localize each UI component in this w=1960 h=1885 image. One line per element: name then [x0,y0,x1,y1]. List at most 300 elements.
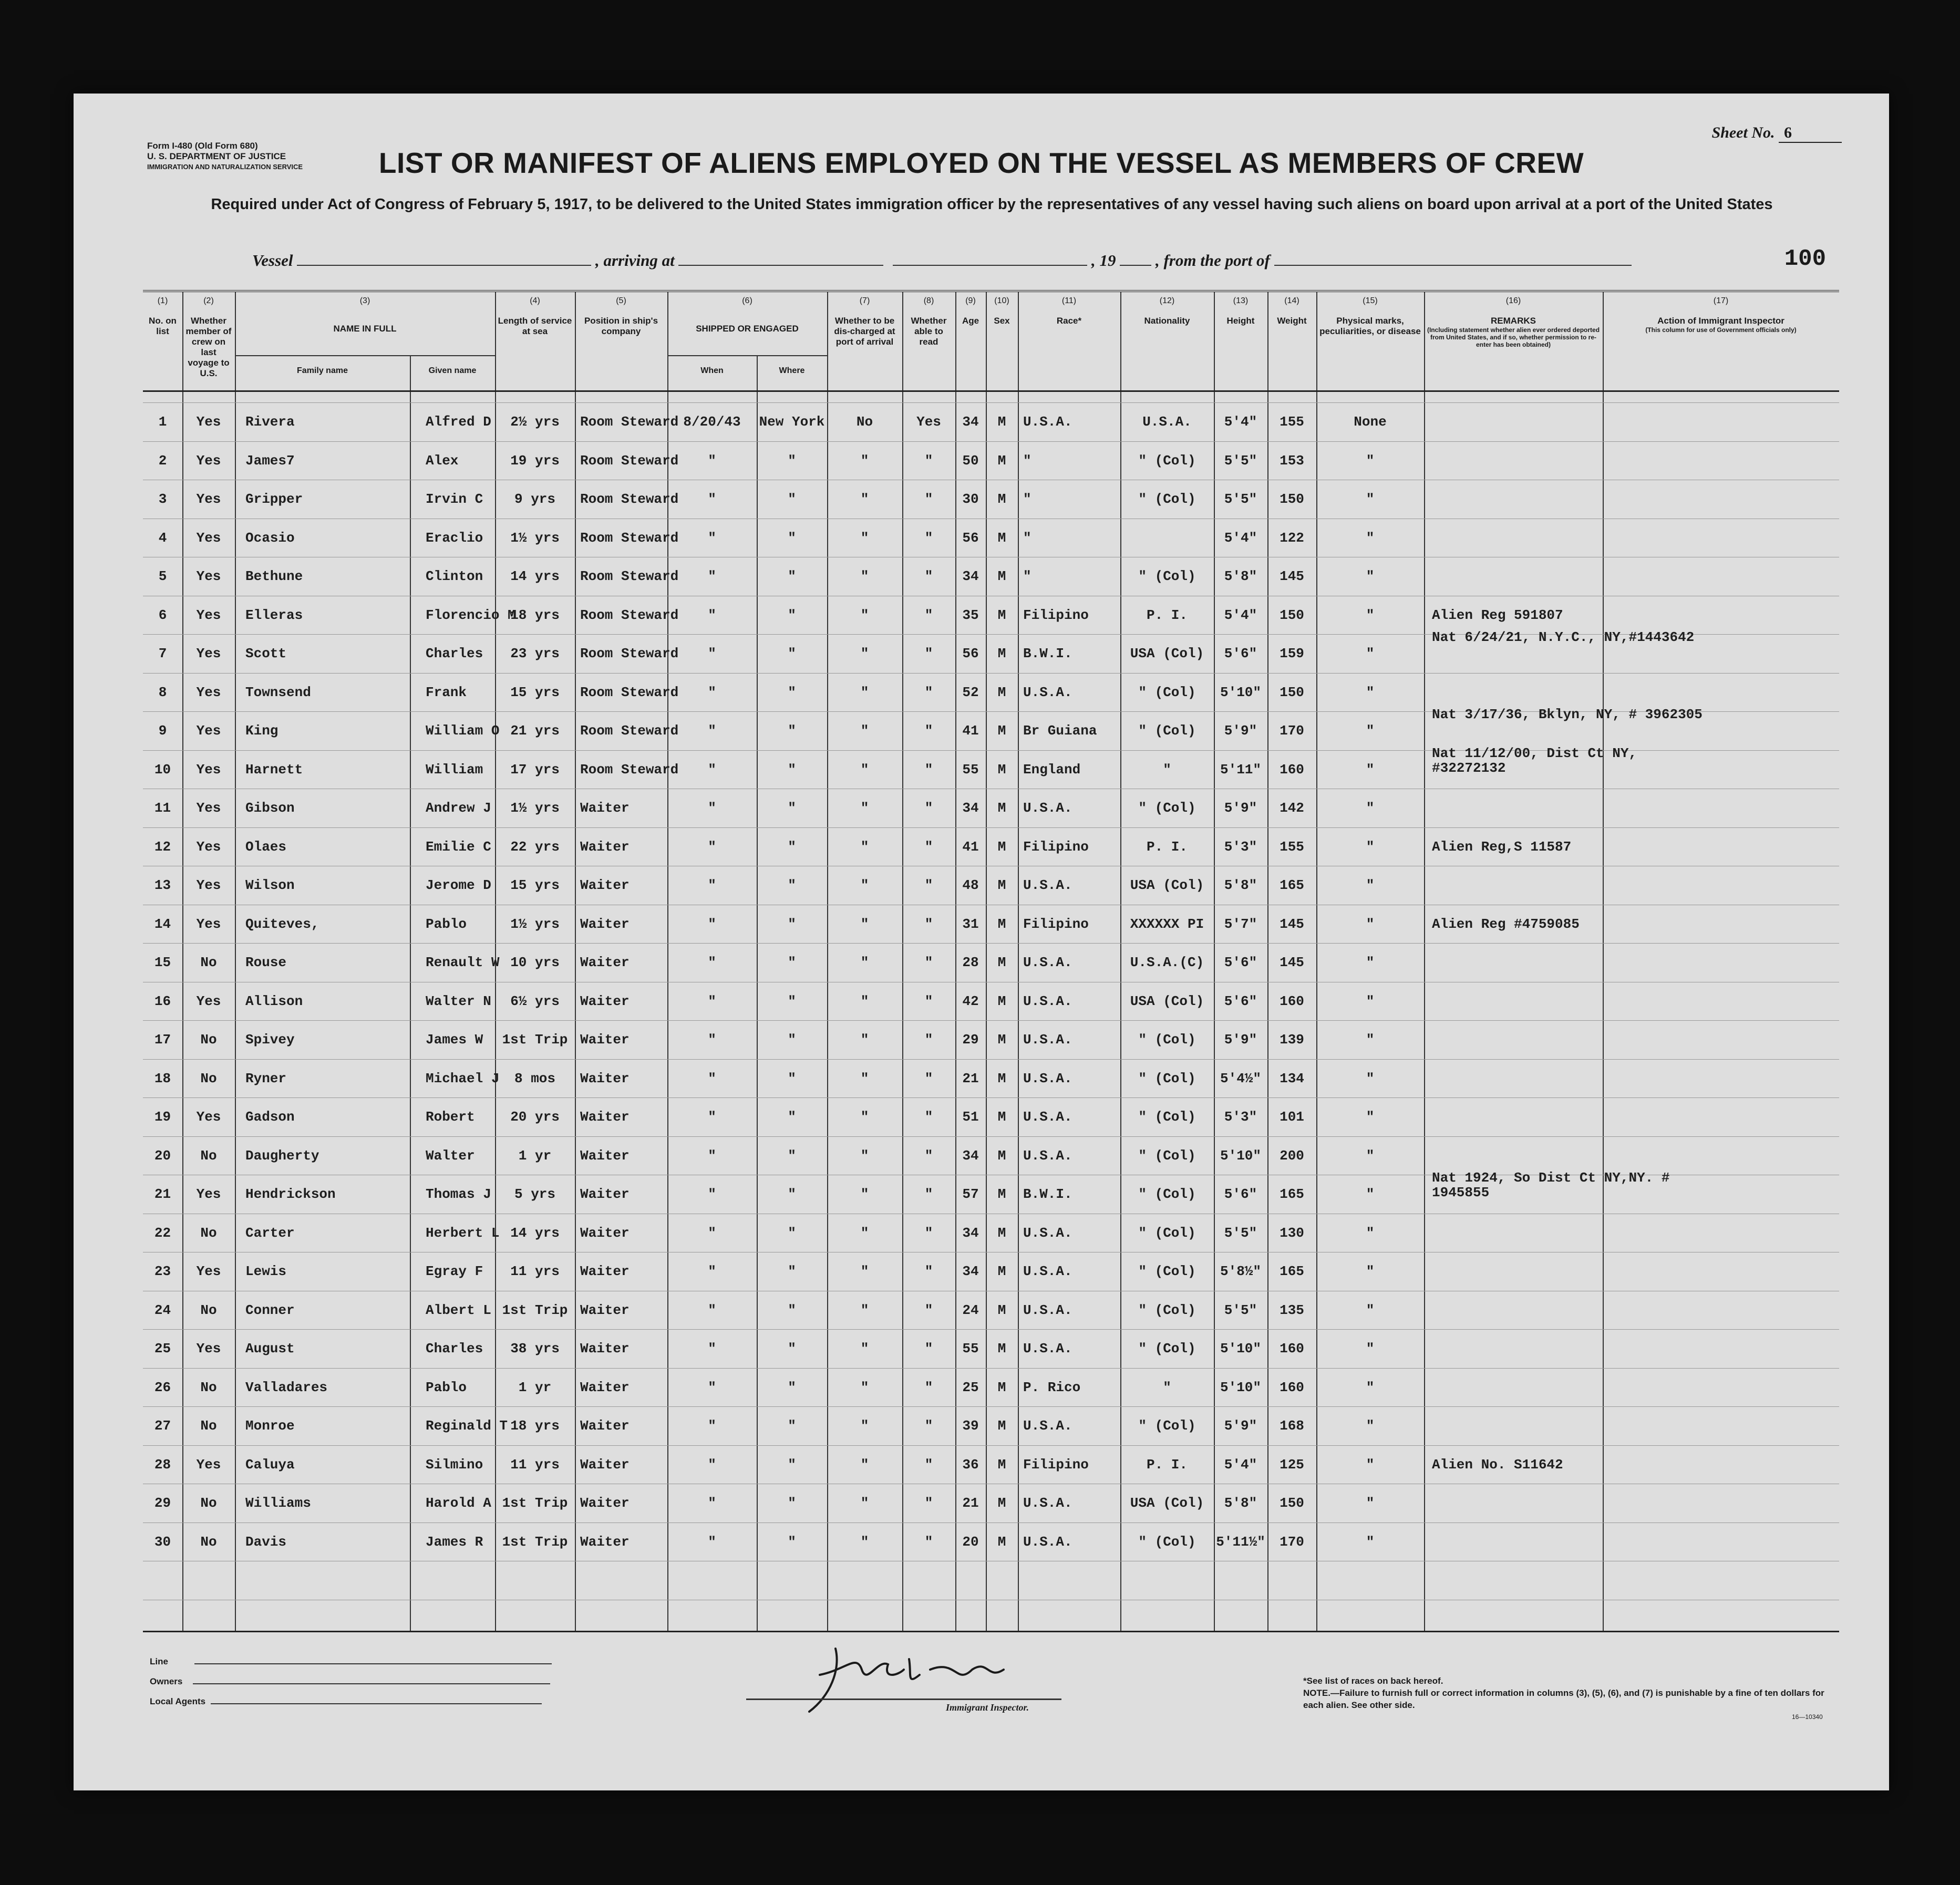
cell-age: 35 [962,607,979,623]
cell-where: " [788,1263,796,1279]
cell-sex: M [997,955,1006,970]
cell-member: Yes [196,1263,221,1279]
cell-no: 13 [154,877,171,893]
cell-marks: " [1366,800,1375,816]
cell-sex: M [997,452,1006,469]
cell-read: " [924,646,933,661]
cell-position: Room Steward [580,530,679,546]
cell-no: 6 [158,607,167,623]
cell-age: 42 [962,993,979,1009]
header-subrule [235,355,495,356]
cell-nationality: P. I. [1146,838,1188,855]
cell-nationality: " (Col) [1138,1225,1196,1241]
column-divider [410,355,411,1631]
cell-height: 5'5" [1224,1302,1257,1318]
cell-given: James R [426,1534,483,1550]
cell-given: Thomas J [426,1186,491,1202]
cell-given: Michael J [426,1070,500,1086]
cell-given: Florencio M [426,607,516,623]
cell-weight: 160 [1280,993,1304,1009]
cell-marks: None [1354,414,1387,430]
cell-no: 15 [154,955,171,970]
cell-given: Jerome D [426,877,491,893]
cell-family: Davis [245,1534,287,1550]
cell-position: Waiter [580,1341,630,1356]
cell-where: " [788,1225,796,1241]
cell-service: 8 mos [514,1070,555,1086]
cell-height: 5'8" [1224,1495,1257,1511]
cell-family: Ryner [245,1070,287,1086]
cell-position: Waiter [580,877,630,893]
cell-discharged: " [860,1263,869,1279]
cell-position: Waiter [580,1263,630,1279]
cell-sex: M [997,838,1006,855]
cell-discharged: " [860,723,869,739]
cell-weight: 155 [1280,414,1304,430]
cell-where: " [788,530,796,546]
cell-marks: " [1366,1456,1375,1473]
cell-no: 8 [158,684,167,700]
cell-race: U.S.A. [1023,993,1072,1009]
cell-discharged: " [860,607,869,623]
cell-marks: " [1366,684,1375,700]
cell-position: Waiter [580,1302,630,1318]
cell-nationality: USA (Col) [1130,1495,1204,1511]
cell-age: 34 [962,1225,979,1241]
cell-marks: " [1366,1032,1375,1048]
row-rule [143,1329,1839,1330]
cell-no: 10 [154,761,171,778]
cell-member: Yes [196,761,221,778]
cell-remarks: Nat 3/17/36, Bklyn, NY, # 3962305 [1432,707,1703,722]
cell-service: 22 yrs [510,838,560,855]
cell-weight: 170 [1280,1534,1304,1550]
column-subheader: Where [779,366,805,375]
cell-when: " [708,1186,716,1202]
cell-marks: " [1366,1418,1375,1434]
cell-discharged: " [860,1070,869,1086]
cell-read: " [924,993,933,1009]
cell-discharged: " [860,568,869,584]
cell-discharged: " [860,646,869,661]
cell-nationality: USA (Col) [1130,646,1204,661]
cell-weight: 150 [1280,607,1304,623]
cell-family: August [245,1341,295,1356]
row-rule [143,1522,1839,1523]
column-header [1270,316,1314,326]
cell-race: Filipino [1023,838,1089,855]
cell-when: " [708,800,716,816]
local-agents-field [150,1696,542,1707]
cell-race: U.S.A. [1023,1418,1072,1434]
column-divider [575,292,576,1631]
cell-no: 19 [154,1109,171,1125]
cell-member: Yes [196,916,221,932]
cell-given: Eraclio [426,530,483,546]
cell-position: Room Steward [580,646,679,661]
column-number: (17) [1713,296,1729,305]
cell-service: 14 yrs [510,568,560,584]
cell-height: 5'6" [1224,1186,1257,1202]
cell-age: 50 [962,452,979,469]
cell-service: 11 yrs [510,1263,560,1279]
cell-family: Wilson [245,877,295,893]
year-field [1120,251,1151,266]
inspector-caption: Immigrant Inspector. [946,1702,1029,1713]
cell-given: Emilie C [426,838,491,855]
cell-marks: " [1366,568,1375,584]
cell-where: " [788,877,796,893]
footnote [1303,1675,1829,1711]
cell-family: Allison [245,993,303,1009]
cell-marks: " [1366,1225,1375,1241]
year-label: , 19 [1091,251,1116,270]
cell-read: " [924,1302,933,1318]
cell-weight: 165 [1280,1263,1304,1279]
cell-member: Yes [196,723,221,739]
column-number: (7) [859,296,870,305]
owners-field [150,1676,550,1687]
column-divider [1424,292,1425,1631]
cell-weight: 150 [1280,1495,1304,1511]
cell-family: Lewis [245,1263,287,1279]
cell-member: No [200,1534,217,1550]
cell-sex: M [997,1147,1006,1164]
cell-where: " [788,1302,796,1318]
cell-discharged: " [860,452,869,469]
vessel-label: Vessel [252,251,293,270]
cell-marks: " [1366,1495,1375,1511]
cell-race: U.S.A. [1023,1302,1072,1318]
cell-sex: M [997,877,1006,893]
cell-age: 57 [962,1186,979,1202]
cell-position: Waiter [580,993,630,1009]
cell-read: " [924,684,933,700]
column-subheader: When [700,366,724,375]
cell-age: 21 [962,1070,979,1086]
cell-remarks: Alien No. S11642 [1432,1456,1563,1473]
cell-race: " [1023,452,1031,469]
cell-member: No [200,1225,217,1241]
cell-discharged: " [860,955,869,970]
column-header [1122,316,1212,326]
cell-no: 18 [154,1070,171,1086]
manifest-sheet [74,94,1889,1790]
cell-family: Hendrickson [245,1186,336,1202]
cell-height: 5'10" [1220,1341,1261,1356]
row-rule [143,673,1839,674]
cell-height: 5'3" [1224,1109,1257,1125]
cell-when: " [708,838,716,855]
cell-age: 48 [962,877,979,893]
form-code: 16—10340 [1792,1713,1823,1721]
cell-race: U.S.A. [1023,1341,1072,1356]
cell-where: " [788,955,796,970]
cell-service: 15 yrs [510,877,560,893]
cell-family: Ocasio [245,530,295,546]
cell-given: Herbert L [426,1225,500,1241]
cell-height: 5'10" [1220,684,1261,700]
cell-marks: " [1366,1109,1375,1125]
cell-race: U.S.A. [1023,414,1072,430]
cell-weight: 122 [1280,530,1304,546]
cell-given: Walter [426,1147,475,1164]
cell-given: Clinton [426,568,483,584]
cell-family: James7 [245,452,295,469]
cell-family: Scott [245,646,287,661]
cell-discharged: " [860,1418,869,1434]
cell-sex: M [997,916,1006,932]
cell-weight: 145 [1280,916,1304,932]
cell-marks: " [1366,452,1375,469]
cell-height: 5'9" [1224,723,1257,739]
cell-age: 34 [962,800,979,816]
cell-member: No [200,955,217,970]
column-header-label: Height [1226,316,1255,326]
cell-where: " [788,993,796,1009]
column-header-note: (This column for use of Government officials only) [1645,326,1797,334]
cell-read: " [924,1456,933,1473]
cell-read: " [924,1225,933,1241]
cell-race: U.S.A. [1023,1263,1072,1279]
column-number: (15) [1363,296,1378,305]
cell-age: 56 [962,646,979,661]
cell-where: " [788,916,796,932]
cell-height: 5'3" [1224,838,1257,855]
cell-given: Pablo [426,1379,467,1395]
cell-where: " [788,568,796,584]
cell-no: 16 [154,993,171,1009]
cell-race: Filipino [1023,1456,1089,1473]
cell-member: No [200,1302,217,1318]
cell-sex: M [997,1109,1006,1125]
cell-where: " [788,1495,796,1511]
cell-sex: M [997,993,1006,1009]
cell-no: 27 [154,1418,171,1434]
cell-when: " [708,607,716,623]
cell-race: Br Guiana [1023,723,1097,739]
cell-service: 10 yrs [510,955,560,970]
cell-no: 24 [154,1302,171,1318]
cell-age: 51 [962,1109,979,1125]
cell-no: 2 [158,452,167,469]
cell-age: 55 [962,1341,979,1356]
row-rule [143,1368,1839,1369]
line-field [150,1656,552,1667]
cell-read: " [924,1109,933,1125]
cell-family: Carter [245,1225,295,1241]
cell-read: " [924,955,933,970]
cell-family: Elleras [245,607,303,623]
cell-no: 22 [154,1225,171,1241]
cell-position: Room Steward [580,761,679,778]
cell-when: " [708,684,716,700]
row-rule [143,1020,1839,1021]
cell-member: Yes [196,1341,221,1356]
cell-nationality: P. I. [1146,607,1188,623]
cell-race: U.S.A. [1023,1109,1072,1125]
cell-when: " [708,877,716,893]
vessel-line [252,251,1632,270]
cell-when: " [708,1070,716,1086]
cell-race: P. Rico [1023,1379,1081,1395]
cell-discharged: " [860,877,869,893]
column-header [1216,316,1265,326]
cell-member: Yes [196,838,221,855]
cell-position: Room Steward [580,568,679,584]
column-header-label: REMARKS [1491,316,1536,326]
cell-position: Waiter [580,1534,630,1550]
cell-age: 24 [962,1302,979,1318]
cell-height: 5'11½" [1216,1534,1265,1550]
cell-position: Waiter [580,1495,630,1511]
cell-when: " [708,955,716,970]
cell-marks: " [1366,1302,1375,1318]
cell-member: Yes [196,800,221,816]
cell-nationality: " (Col) [1138,1263,1196,1279]
column-header-label: NAME IN FULL [333,324,397,334]
cell-family: Valladares [245,1379,328,1395]
cell-where: " [788,838,796,855]
cell-remarks: Alien Reg 591807 [1432,607,1563,623]
column-number: (1) [157,296,168,305]
cell-no: 20 [154,1147,171,1164]
row-rule [143,441,1839,442]
cell-when: " [708,1032,716,1048]
cell-nationality: " (Col) [1138,452,1196,469]
cell-read: " [924,491,933,507]
cell-when: " [708,1225,716,1241]
cell-given: Pablo [426,916,467,932]
cell-marks: " [1366,530,1375,546]
cell-height: 5'6" [1224,646,1257,661]
cell-service: 2½ yrs [510,414,560,430]
cell-when: " [708,1418,716,1434]
cell-marks: " [1366,1379,1375,1395]
cell-race: U.S.A. [1023,1495,1072,1511]
column-number: (2) [203,296,214,305]
cell-family: Williams [245,1495,311,1511]
cell-member: Yes [196,530,221,546]
cell-height: 5'5" [1224,491,1257,507]
cell-race: U.S.A. [1023,877,1072,893]
cell-nationality: " (Col) [1138,800,1196,816]
cell-sex: M [997,1186,1006,1202]
column-number: (16) [1505,296,1521,305]
cell-sex: M [997,646,1006,661]
column-header [904,316,953,347]
column-header-label: Position in ship's company [584,316,658,336]
cell-no: 11 [154,800,171,816]
cell-nationality: USA (Col) [1130,877,1204,893]
cell-nationality: " (Col) [1138,1147,1196,1164]
cell-weight: 101 [1280,1109,1304,1125]
cell-when: 8/20/43 [683,414,741,430]
column-header-note: (Including statement whether alien ever ordered deported from United States, and if so, whether permission to re-enter has been obtained) [1427,326,1600,348]
cell-where: " [788,607,796,623]
cell-position: Waiter [580,1379,630,1395]
cell-height: 5'6" [1224,955,1257,970]
cell-when: " [708,1302,716,1318]
row-rule [143,402,1839,403]
cell-where: " [788,646,796,661]
cell-member: No [200,1418,217,1434]
cell-when: " [708,993,716,1009]
cell-where: " [788,1418,796,1434]
cell-member: Yes [196,491,221,507]
cell-member: Yes [196,1456,221,1473]
cell-age: 20 [962,1534,979,1550]
cell-nationality: " (Col) [1138,1534,1196,1550]
cell-remarks: Alien Reg #4759085 [1432,916,1580,932]
cell-sex: M [997,1263,1006,1279]
cell-age: 31 [962,916,979,932]
cell-position: Waiter [580,1070,630,1086]
cell-nationality: " (Col) [1138,1186,1196,1202]
column-header-label: Sex [994,316,1010,326]
cell-when: " [708,1534,716,1550]
cell-given: Charles [426,646,483,661]
cell-where: " [788,1186,796,1202]
cell-weight: 130 [1280,1225,1304,1241]
cell-given: Reginald T [426,1418,508,1434]
column-header [829,316,900,347]
cell-discharged: " [860,1186,869,1202]
cell-family: Monroe [245,1418,295,1434]
cell-height: 5'4" [1224,1456,1257,1473]
cell-age: 28 [962,955,979,970]
cell-weight: 165 [1280,1186,1304,1202]
cell-sex: M [997,1418,1006,1434]
cell-service: 1st Trip [502,1032,568,1048]
cell-given: Albert L [426,1302,491,1318]
cell-read: " [924,530,933,546]
cell-where: " [788,800,796,816]
cell-nationality: USA (Col) [1130,993,1204,1009]
cell-race: U.S.A. [1023,1534,1072,1550]
form-number: Form I-480 (Old Form 680) [147,141,258,151]
cell-given: Irvin C [426,491,483,507]
cell-where: " [788,684,796,700]
column-number: (8) [923,296,934,305]
cell-sex: M [997,1495,1006,1511]
cell-age: 25 [962,1379,979,1395]
cell-sex: M [997,1302,1006,1318]
column-header [577,316,665,337]
cell-marks: " [1366,955,1375,970]
row-rule [143,943,1839,944]
cell-nationality: " (Col) [1138,1109,1196,1125]
cell-where: " [788,1147,796,1164]
cell-marks: " [1366,877,1375,893]
cell-position: Waiter [580,1418,630,1434]
crew-table [143,290,1839,1632]
cell-service: 1 yr [518,1379,552,1395]
cell-position: Room Steward [580,491,679,507]
cell-family: Rivera [245,414,295,430]
cell-height: 5'9" [1224,1418,1257,1434]
cell-sex: M [997,1534,1006,1550]
cell-marks: " [1366,761,1375,778]
cell-given: Egray F [426,1263,483,1279]
cell-weight: 139 [1280,1032,1304,1048]
cell-given: William O [426,723,500,739]
cell-age: 56 [962,530,979,546]
cell-position: Waiter [580,955,630,970]
cell-no: 17 [154,1032,171,1048]
cell-service: 1st Trip [502,1534,568,1550]
cell-read: " [924,916,933,932]
